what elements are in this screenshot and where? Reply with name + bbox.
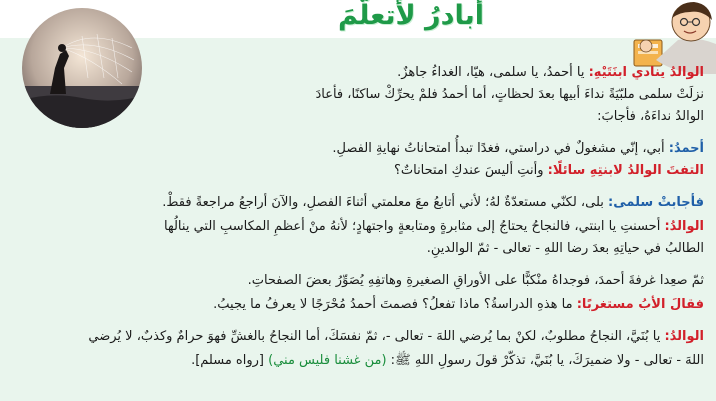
dialogue-line-8: الطالبُ في حياتِهِ بعدَ رضا اللهِ - تعالى - ثمّ الوالدينِ. bbox=[426, 241, 704, 256]
dialogue-line-10: فقالَ الأبُ مستغربًا: ما هذهِ الدراسةُ؟ ماذا تفعلُ؟ فصمتَ أحمدُ مُحْرَجًا لا يعرفُ ما يجيبُ. bbox=[213, 297, 704, 312]
dialogue-line-12: اللهَ - تعالى - ولا ضميرَكَ، يا بُنَيَّ، تذكّرْ قولَ رسولِ اللهِ ﷺ: (من غشنا فليس مني) [رواه مسلم]. bbox=[191, 353, 704, 368]
dialogue-line-9: ثمّ صعِدا غرفةَ أحمدَ، فوجداهُ منْكبًّا على الأوراقِ الصغيرةِ وهاتفِهِ يُصَوِّرُ بعضَ الصفحاتِ. bbox=[247, 273, 704, 288]
hadith-quote: (من غشنا فليس مني) bbox=[268, 353, 387, 368]
dialogue-line-4: أحمدُ: أبي، إنّي مشغولٌ في دراستي، فغدًا تبدأُ امتحاناتُ نهايةِ الفصلِ. bbox=[332, 141, 704, 156]
dialogue-line-11: الوالدُ: يا بُنَيَّ، النجاحُ مطلوبٌ، لكنْ بما يُرضي اللهَ - تعالى -، ثمّ نفسَكَ، أما النجاحُ بالغشِّ فهوَ حرامٌ وكذبٌ، لا يُرضي bbox=[88, 329, 704, 344]
dialogue-line-6: فأجابتْ سلمى: بلى، لكنّي مستعدّةٌ لهُ؛ لأني أتابعُ معَ معلمتي أثناءَ الفصلِ، والآنَ أراجعُ مراجعةً فقطْ. bbox=[162, 195, 704, 210]
dialogue-line-3: الوالدُ نداءَهُ، فأجابَ: bbox=[597, 109, 704, 124]
dialogue-line-1: الوالدُ ينادي ابنَتَيْهِ: يا أحمدُ، يا سلمى، هيّا، الغداءُ جاهزٌ. bbox=[397, 65, 704, 80]
page-title: أبادرُ لأتعلّمَ bbox=[337, 0, 484, 31]
dialogue-line-7: الوالدُ: أحسنتِ يا ابنتي، فالنجاحُ يحتاجُ إلى مثابرةٍ ومتابعةٍ واجتهادٍ؛ لأنهُ منْ أعظمِ المكاسبِ التي ينالُها bbox=[164, 219, 704, 234]
dialogue-line-2: نزلَتْ سلمى ملبّيَةً نداءَ أبيها بعدَ لحظاتٍ، أما أحمدُ فلمْ يحرِّكْ ساكنًا، فأعادَ bbox=[315, 87, 704, 102]
dialogue-line-5: التفتَ الوالدُ لابنتِهِ سائلًا: وأنتِ أليسَ عندكِ امتحاناتٌ؟ bbox=[393, 163, 704, 178]
